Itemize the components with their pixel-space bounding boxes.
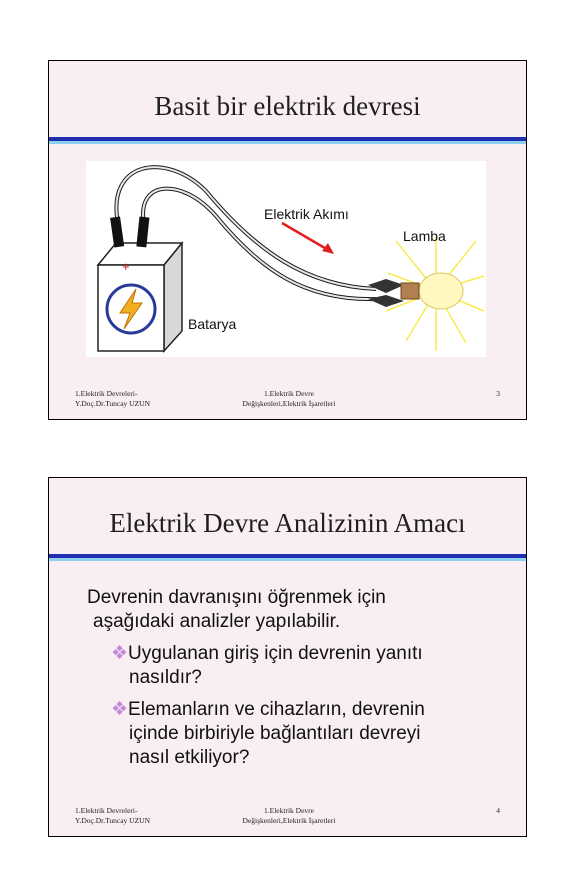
- slide-4: [48, 477, 527, 837]
- bullet-2-cont-2: nasıl etkiliyor?: [129, 747, 250, 768]
- clip-black: [110, 216, 124, 247]
- bullet-1: [111, 642, 423, 666]
- footer-course: 1.Elektrik Devreleri-: [75, 389, 138, 398]
- intro-line-2: aşağıdaki analizler yapılabilir.: [93, 611, 341, 632]
- footer-topic-line1: 1.Elektrik Devre: [264, 806, 314, 815]
- slide-title: Basit bir elektrik devresi: [154, 91, 421, 121]
- bullet-2-cont-1: içinde birbiriyle bağlantıları devreyi: [129, 723, 421, 744]
- footer-topic-line2: Değişkenleri,Elektrik İşaretleri: [242, 399, 336, 408]
- current-label: Elektrik Akımı: [264, 206, 349, 222]
- slide-3: [48, 60, 527, 420]
- plus-label: +: [122, 259, 130, 274]
- current-arrow: [282, 223, 330, 251]
- circuit-illustration: [86, 161, 486, 357]
- bullet-1-cont: nasıldır?: [129, 667, 202, 688]
- lamp: [386, 237, 484, 351]
- bullet-2-line1: Elemanların ve cihazların, devrenin: [128, 699, 425, 720]
- lamp-clip-1: [368, 279, 404, 293]
- footer-topic: [229, 389, 349, 409]
- footer-author: [75, 806, 150, 826]
- bullet-1-line1: Uygulanan giriş için devrenin yanıtı: [128, 643, 423, 664]
- footer-course: 1.Elektrik Devreleri-: [75, 806, 138, 815]
- minus-label: -: [144, 234, 148, 248]
- bullet-diamond-icon: ❖: [111, 643, 129, 664]
- bullet-diamond-icon: ❖: [111, 699, 129, 720]
- battery-label: Batarya: [188, 316, 237, 332]
- slide-title-area: [49, 478, 526, 554]
- footer-name: Y.Doç.Dr.Tuncay UZUN: [75, 816, 150, 825]
- footer-topic: [229, 806, 349, 826]
- footer-topic-line1: 1.Elektrik Devre: [264, 389, 314, 398]
- page-number: 3: [496, 389, 500, 398]
- slide-title-area: [49, 61, 526, 137]
- footer-name: Y.Doç.Dr.Tuncay UZUN: [75, 399, 150, 408]
- slide-title: Elektrik Devre Analizinin Amacı: [109, 508, 466, 538]
- lamp-label: Lamba: [403, 228, 446, 244]
- intro-line-1: Devrenin davranışını öğrenmek için: [87, 587, 386, 608]
- bullet-2: [111, 698, 425, 722]
- page-number: 4: [496, 806, 500, 815]
- footer-topic-line2: Değişkenleri,Elektrik İşaretleri: [242, 816, 336, 825]
- footer-author: [75, 389, 150, 409]
- battery: [98, 243, 182, 351]
